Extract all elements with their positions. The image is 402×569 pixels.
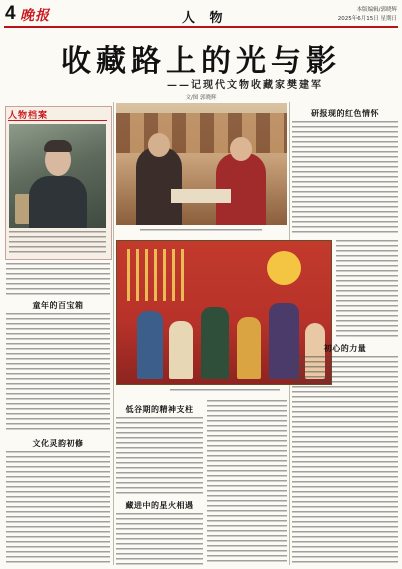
body-text-lines [336, 240, 398, 338]
header-rule [4, 26, 398, 28]
section-heading-red-feelings: 研报现的红色情怀 [311, 109, 379, 118]
portrait-photo [9, 124, 106, 228]
body-text-lines [6, 451, 110, 565]
profile-title-underline [8, 120, 107, 121]
person-hair [44, 140, 72, 152]
painting-slogan [127, 249, 187, 301]
section-heading-encounter: 藏进中的星火相遇 [125, 501, 194, 510]
issue-date: 2025年6月15日 星期日 [337, 16, 397, 22]
painting-figure [169, 321, 193, 379]
body-text-lines [207, 400, 287, 565]
body-text-lines [116, 513, 203, 565]
body-text-lines [292, 121, 398, 235]
painting-figure [137, 311, 163, 379]
headline: 收藏路上的光与影 [61, 44, 341, 79]
profile-title: 人物档案 [8, 111, 49, 121]
painting-figure [237, 317, 261, 379]
photo-caption [140, 229, 262, 234]
person-head [230, 137, 252, 161]
section-heading-low-period: 低谷期的精神支柱 [125, 405, 194, 414]
photo-caption [170, 389, 280, 394]
person-head [148, 133, 170, 157]
display-shelf [116, 113, 287, 153]
byline: 文/图 郭晓辉 [185, 95, 217, 101]
body-text-lines [292, 356, 398, 565]
collection-scene-photo [116, 103, 287, 225]
person-figure [136, 147, 182, 225]
display-table [171, 189, 231, 203]
column-divider [113, 102, 114, 565]
section-heading-childhood: 童年的百宝箱 [32, 301, 84, 310]
body-text-lines [6, 263, 110, 296]
section-heading-culture: 文化灵韵初修 [32, 439, 84, 448]
person-figure [29, 176, 87, 228]
painting-figure [201, 307, 229, 379]
page-number: 4 [5, 3, 16, 24]
painting-sun [267, 251, 301, 285]
body-text-lines [116, 417, 203, 496]
section-label: 人 物 [182, 11, 228, 26]
profile-caption-text [9, 231, 106, 256]
subtitle: ——记现代文物收藏家樊建军 [167, 80, 323, 91]
masthead-logo: 晚报 [20, 9, 50, 24]
body-text-lines [6, 313, 110, 433]
editor-credit: 本版编辑/郭晓辉 [356, 7, 397, 13]
section-heading-original-aspiration: 初心的力量 [323, 344, 367, 353]
